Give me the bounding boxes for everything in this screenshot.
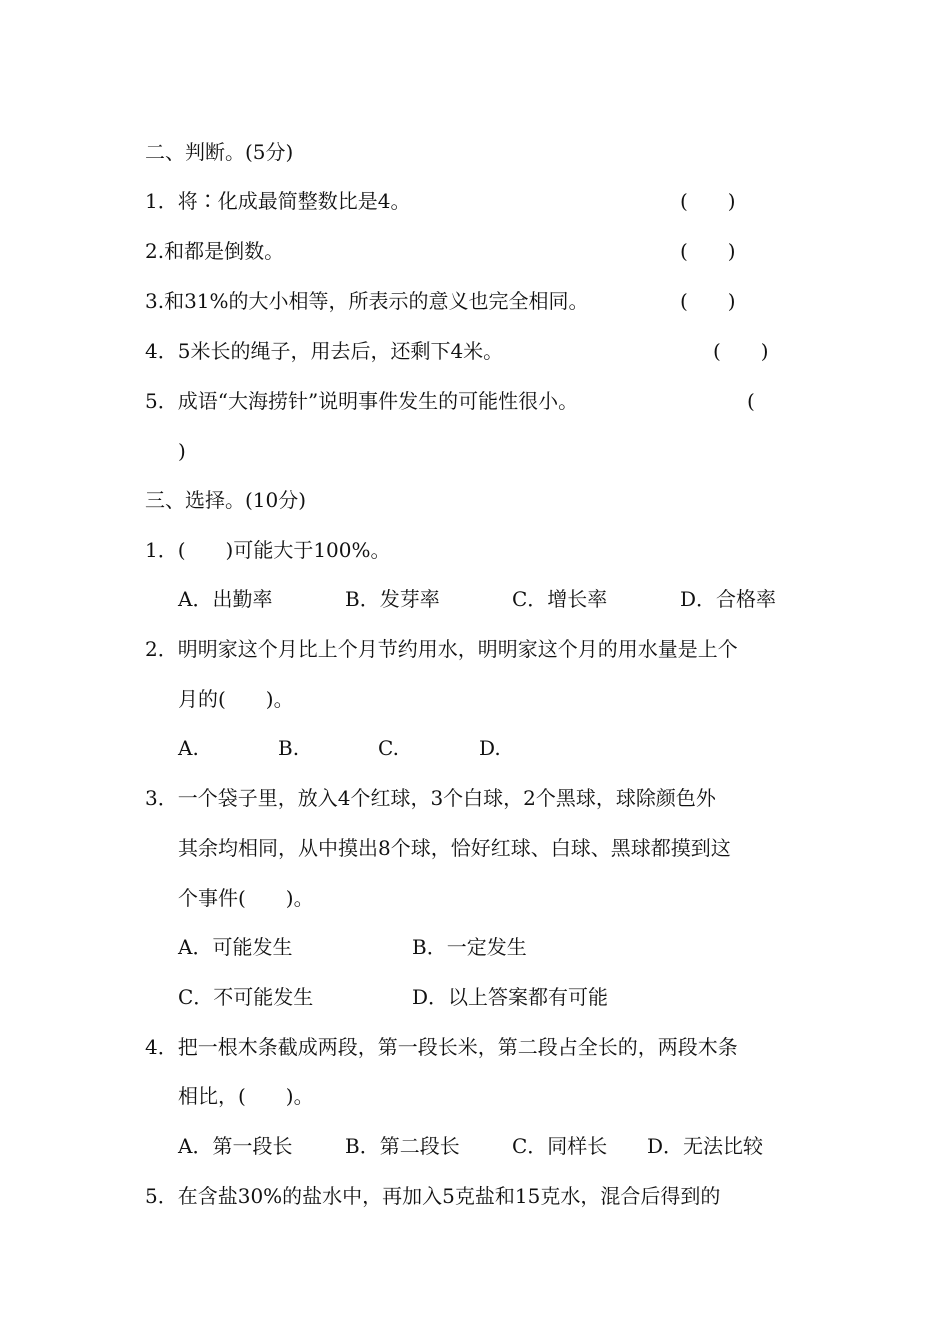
answer-blank-4[interactable]: ( ) xyxy=(713,339,769,363)
choice-question-3-line3: 个事件( )。 xyxy=(178,886,314,910)
answer-blank-2[interactable]: ( ) xyxy=(680,239,736,263)
q4-option-a[interactable]: A．第一段长 xyxy=(178,1134,293,1158)
q1-option-b[interactable]: B．发芽率 xyxy=(345,587,440,611)
answer-blank-1[interactable]: ( ) xyxy=(680,189,736,213)
answer-blank-5-open[interactable]: ( xyxy=(747,389,755,413)
judgement-item-2: 2.和都是倒数。 xyxy=(145,239,285,263)
judgement-item-3: 3.和31%的大小相等，所表示的意义也完全相同。 xyxy=(145,289,589,313)
choice-question-1: 1．( )可能大于100%。 xyxy=(145,538,391,562)
choice-question-3-line1: 3．一个袋子里，放入4个红球，3个白球，2个黑球，球除颜色外 xyxy=(145,786,716,810)
choice-question-5-line1: 5．在含盐30%的盐水中，再加入5克盐和15克水，混合后得到的 xyxy=(145,1184,721,1208)
choice-question-4-line2: 相比，( )。 xyxy=(178,1084,314,1108)
choice-question-3-line2: 其余均相同，从中摸出8个球，恰好红球、白球、黑球都摸到这 xyxy=(178,836,731,860)
q2-option-c[interactable]: C. xyxy=(378,736,399,760)
judgement-item-1: 1．将∶化成最简整数比是4。 xyxy=(145,189,411,213)
q2-option-d[interactable]: D. xyxy=(479,736,501,760)
choice-question-4-line1: 4．把一根木条截成两段，第一段长米，第二段占全长的，两段木条 xyxy=(145,1035,738,1059)
answer-blank-3[interactable]: ( ) xyxy=(680,289,736,313)
q4-option-b[interactable]: B．第二段长 xyxy=(345,1134,460,1158)
judgement-item-4: 4．5米长的绳子，用去后，还剩下4米。 xyxy=(145,339,504,363)
q3-option-c[interactable]: C．不可能发生 xyxy=(178,985,314,1009)
q3-option-d[interactable]: D．以上答案都有可能 xyxy=(412,985,609,1009)
q1-option-a[interactable]: A．出勤率 xyxy=(178,587,273,611)
section-heading-choice: 三、选择。(10分) xyxy=(145,488,307,512)
q3-option-a[interactable]: A．可能发生 xyxy=(178,935,293,959)
q2-option-a[interactable]: A. xyxy=(178,736,199,760)
q3-option-b[interactable]: B．一定发生 xyxy=(412,935,527,959)
q1-option-d[interactable]: D．合格率 xyxy=(680,587,777,611)
choice-question-2-line1: 2．明明家这个月比上个月节约用水，明明家这个月的用水量是上个 xyxy=(145,637,738,661)
answer-blank-5-close: ) xyxy=(178,439,186,463)
section-heading-judgement: 二、判断。(5分) xyxy=(145,140,294,164)
q4-option-d[interactable]: D．无法比较 xyxy=(647,1134,764,1158)
q2-option-b[interactable]: B. xyxy=(278,736,300,760)
choice-question-2-line2: 月的( )。 xyxy=(178,687,294,711)
q4-option-c[interactable]: C．同样长 xyxy=(512,1134,608,1158)
q1-option-c[interactable]: C．增长率 xyxy=(512,587,608,611)
judgement-item-5: 5．成语“大海捞针”说明事件发生的可能性很小。 xyxy=(145,389,579,413)
